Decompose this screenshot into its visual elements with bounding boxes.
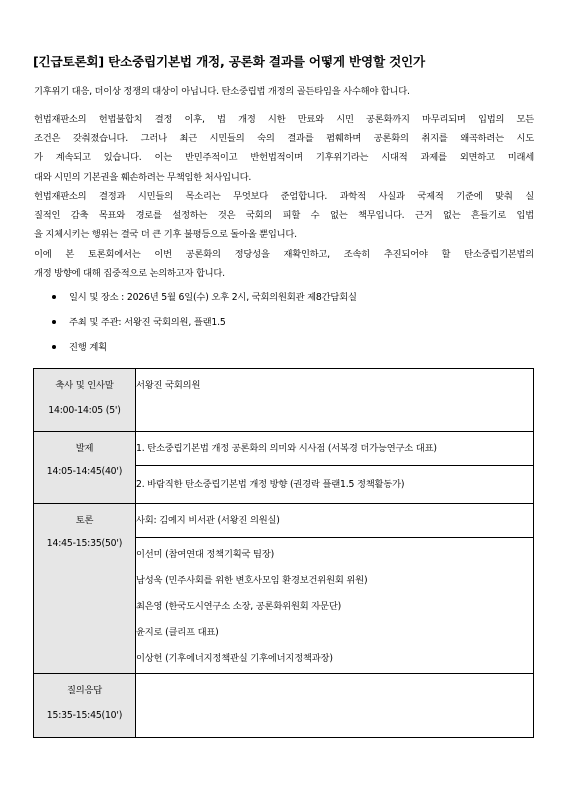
panelist: 윤지로 (클리프 대표) [136,627,219,638]
bullet-icon [52,345,56,349]
paragraph-line: 개정 방향에 대해 집중적으로 논의하고자 합니다. [34,268,225,280]
list-item-datetime-venue: 일시 및 장소 : 2026년 5월 6일(수) 오후 2시, 국회의원회관 제8간담회실 [34,290,534,315]
table-row-qa [34,674,534,738]
session-label: 발제 [75,443,94,454]
session-label: 질의응답 [66,685,103,696]
paragraph-line: 헌법재판소의 결정과 시민들의 목소리는 무엇보다 준엄합니다. 과학적 사실과 국제적 기준에 맞춰 실 [34,191,534,202]
session-label-cell [34,504,136,674]
bullet-icon [52,295,56,299]
session-content-cell [136,538,534,674]
paragraph-line: 을 지체시키는 행위는 결국 더 큰 기후 불평등으로 돌아올 뿐입니다. [34,229,297,241]
table-row-discussion-moderator [34,504,534,538]
list-item-program: 진행 계획 [34,340,534,365]
schedule-table [33,368,534,738]
session-time: 14:45-15:35(50') [46,538,123,549]
bullet-icon [52,320,56,324]
paragraph-line: 대와 시민의 기본권을 훼손하려는 무책임한 처사입니다. [34,171,252,183]
session-content-cell [136,674,534,738]
background-paragraph [34,110,534,187]
panelist: 이상헌 (기후에너지정책관실 기후에너지정책과장) [136,653,333,664]
table-row-presentation-1 [34,432,534,466]
table-row-greeting [34,369,534,432]
session-content-cell [136,369,534,432]
moderator: 사회: 김예지 비서관 (서왕진 의원실) [136,515,280,526]
session-label: 토론 [75,515,94,526]
paragraph-line: 기후위기 대응, 더이상 정쟁의 대상이 아닙니다. 탄소중립법 개정의 골든타임을 사수해야 합니다. [34,86,410,97]
session-label-cell [34,369,136,432]
session-label-cell [34,674,136,738]
session-label: 축사 및 인사말 [55,380,114,391]
speaker: 서왕진 국회의원 [136,380,201,391]
intro-paragraph [34,82,534,101]
session-content-cell [136,466,534,504]
paragraph-line: 헌법재판소의 헌법불합치 결정 이후, 법 개정 시한 만료와 시민 공론화까지 마무리되며 입법의 모든 [34,114,534,125]
panelist: 남성욱 (민주사회를 위한 변호사모임 환경보건위원회 위원) [136,575,368,586]
session-time: 15:35-15:45(10') [46,710,123,721]
session-content-cell [136,432,534,466]
session-label-cell [34,432,136,504]
panelist: 최은영 (한국도시연구소 소장, 공론화위원회 자문단) [136,601,342,612]
session-time: 14:05-14:45(40') [46,466,123,477]
panelist: 이선미 (참여연대 정책기획국 팀장) [136,549,275,560]
presentation-item: 1. 탄소중립기본법 개정 공론화의 의미와 시사점 (서복경 더가능연구소 대표) [136,443,437,454]
list-item-host: 주최 및 주관: 서왕진 국회의원, 플랜1.5 [34,315,534,340]
paragraph-line: 조건은 갖춰졌습니다. 그러나 최근 시민들의 숙의 결과를 폄훼하며 공론화의 취지를 왜곡하려는 시도 [34,133,534,145]
presentation-item: 2. 바람직한 탄소중립기본법 개정 방향 (권경락 플랜1.5 정책활동가) [136,479,405,490]
document-title: [긴급토론회] 탄소중립기본법 개정, 공론화 결과를 어떻게 반영할 것인가 [33,54,425,69]
position-paragraph [34,187,534,245]
paragraph-line: 가 계속되고 있습니다. 이는 반민주적이고 반헌법적이며 기후위기라는 시대적 과제를 외면하고 미래세 [34,152,534,164]
paragraph-line: 질적인 감축 목표와 경로를 설정하는 것은 국회의 피할 수 없는 책무입니다. 근거 없는 흔들기로 입법 [34,210,534,222]
session-time: 14:00-14:05 (5') [48,405,121,416]
purpose-paragraph [34,245,534,283]
event-info-list [34,290,534,365]
session-content-cell [136,504,534,538]
paragraph-line: 이에 본 토론회에서는 이번 공론화의 정당성을 재확인하고, 조속히 추진되어야 할 탄소중립기본법의 [34,249,534,260]
